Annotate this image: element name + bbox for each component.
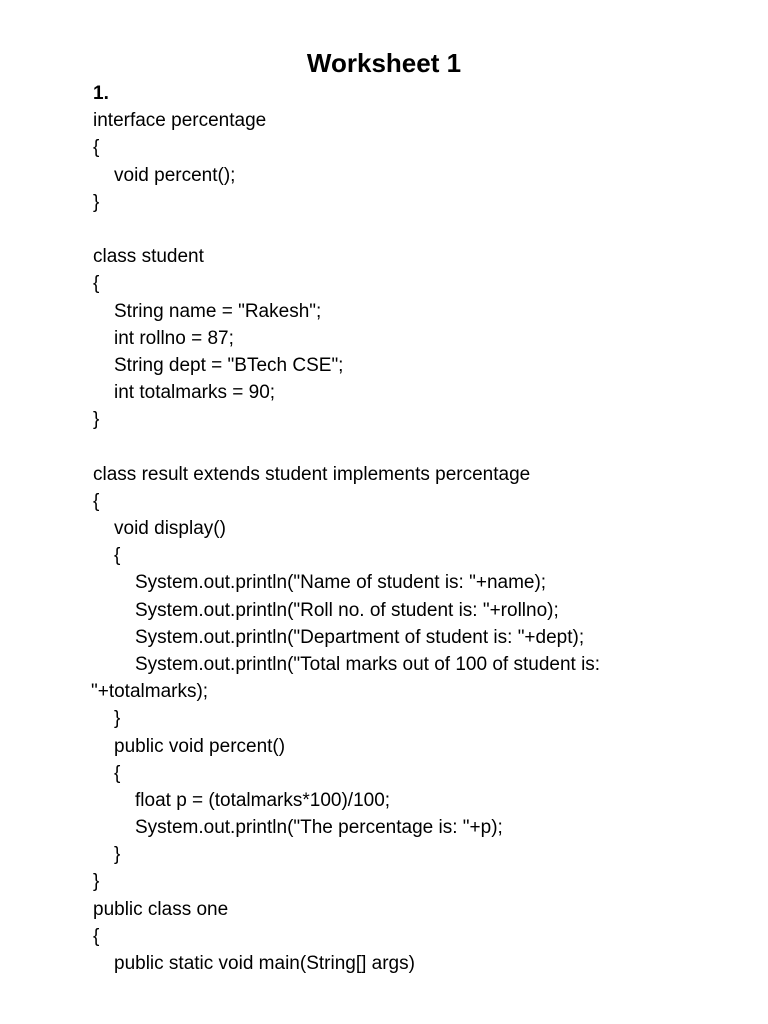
code-line: 1. (93, 83, 109, 104)
code-line: { (93, 490, 100, 512)
code-line: System.out.println("Roll no. of student is: "+rollno); (135, 599, 559, 621)
code-line: } (93, 871, 100, 893)
code-line: public static void main(String[] args) (114, 953, 415, 974)
code-line: { (93, 925, 100, 947)
code-line: public class one (93, 898, 229, 920)
code-line: void percent(); (114, 164, 236, 186)
code-line: } (93, 409, 100, 431)
code-line: { (114, 545, 121, 567)
code-line: float p = (totalmarks*100)/100; (135, 789, 391, 811)
blank-line (93, 433, 733, 460)
code-line: } (93, 191, 100, 213)
code-line: public void percent() (114, 735, 286, 757)
code-line: { (93, 273, 100, 295)
code-line: "+totalmarks); (91, 681, 209, 703)
blank-line (93, 216, 733, 243)
code-line: class student (93, 246, 204, 268)
code-line: String name = "Rakesh"; (114, 300, 322, 322)
code-line: System.out.println("Name of student is: "+name); (135, 572, 547, 594)
code-line: { (114, 762, 121, 784)
code-listing (93, 80, 733, 977)
code-line: } (114, 844, 121, 866)
document-title: Worksheet 1 (306, 48, 462, 78)
code-line: int rollno = 87; (114, 327, 234, 349)
code-line: void display() (114, 518, 226, 539)
code-line: System.out.println("The percentage is: "+p); (135, 817, 503, 839)
code-line: { (93, 137, 100, 159)
code-line: String dept = "BTech CSE"; (114, 354, 344, 376)
code-line: int totalmarks = 90; (114, 382, 276, 404)
code-line: System.out.println("Total marks out of 100 of student is: (135, 653, 601, 675)
code-line: System.out.println("Department of student is: "+dept); (135, 626, 585, 648)
code-line: class result extends student implements percentage (93, 463, 531, 485)
code-line: } (114, 708, 121, 730)
code-line: interface percentage (93, 110, 267, 132)
